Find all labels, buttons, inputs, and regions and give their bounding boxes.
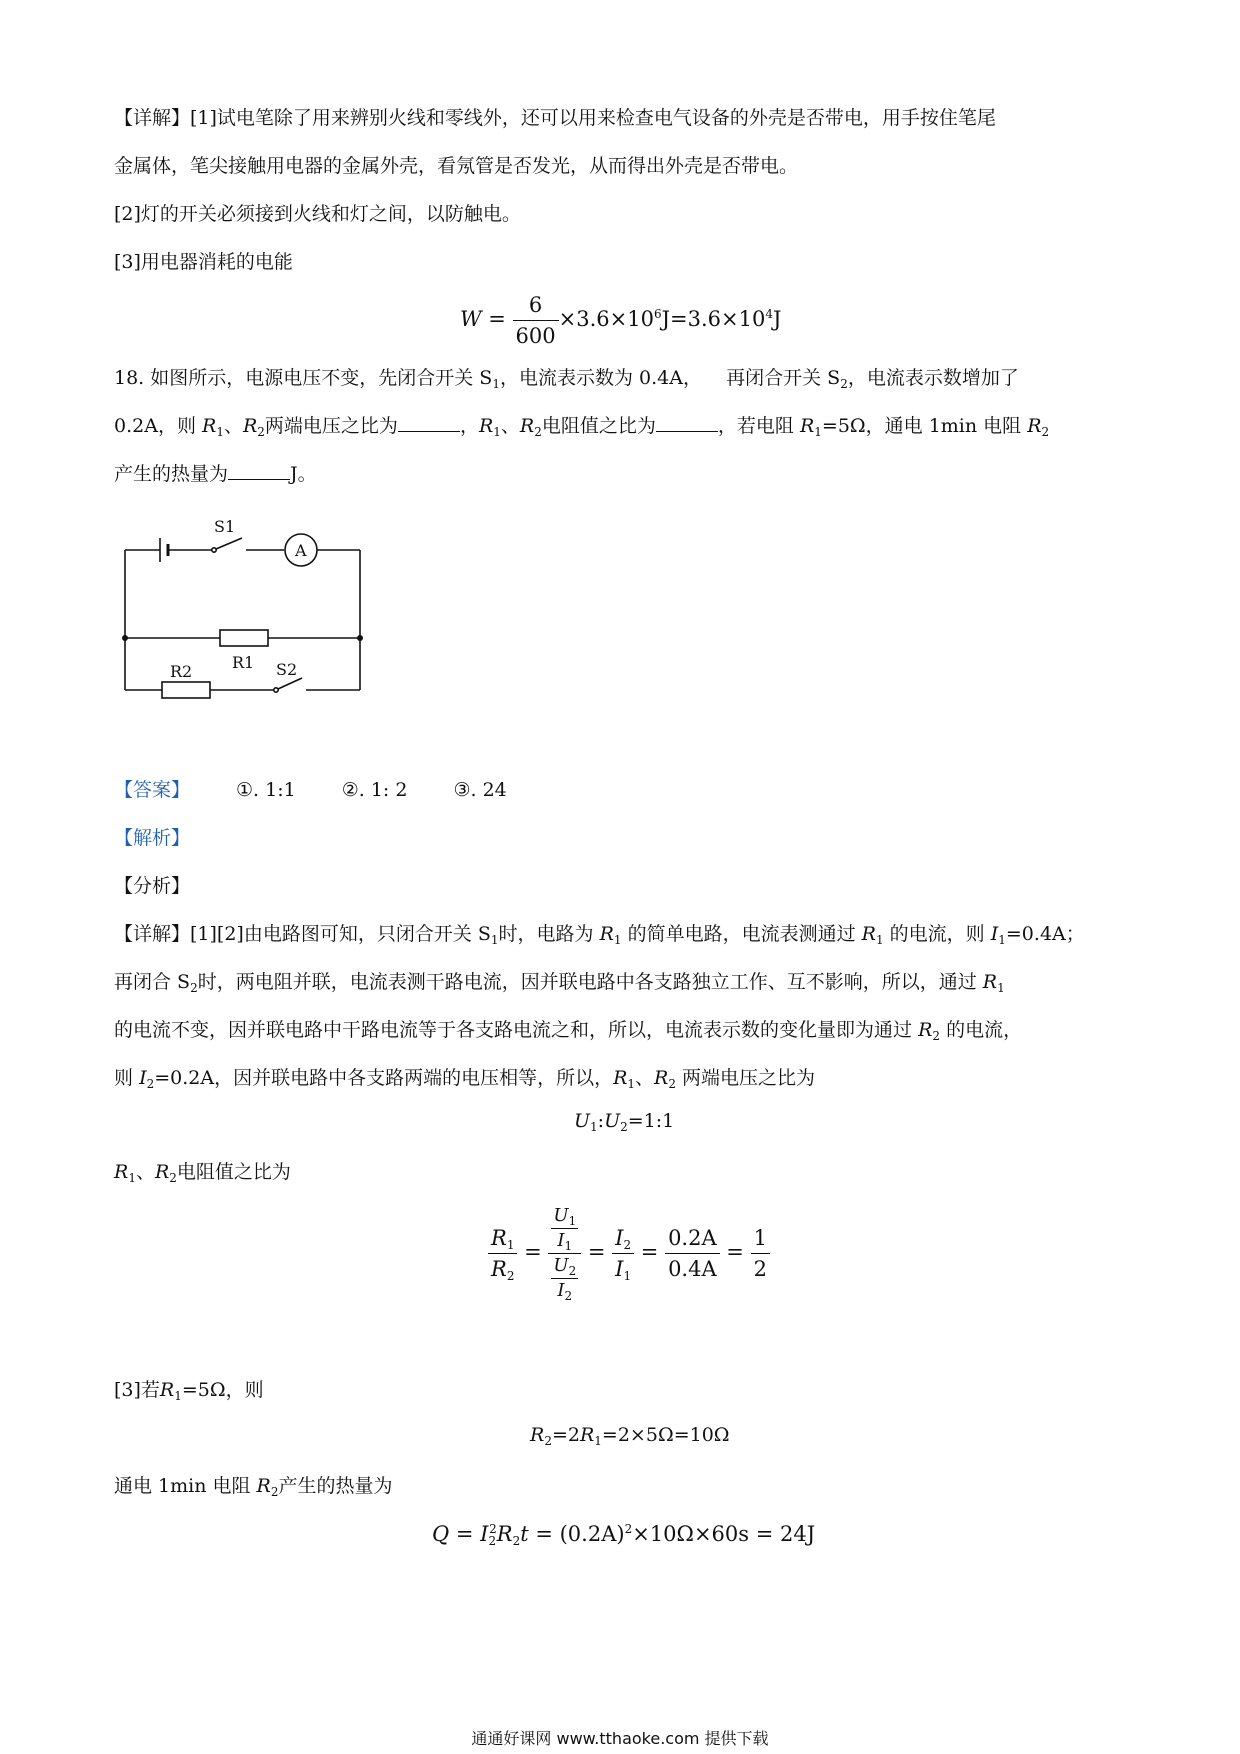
current-ratio-numerator: 0.2A	[665, 1223, 720, 1254]
s2-blade	[278, 678, 302, 689]
voltage-ratio-value: =1:1	[627, 1110, 675, 1132]
s2-label: S2	[276, 660, 298, 679]
q18-text-2c: 电阻值之比为	[541, 415, 656, 437]
s1-pivot	[212, 548, 216, 552]
q18-text-1d: ，电流表示数增加了	[847, 367, 1019, 389]
prev-detail-line-1	[114, 104, 996, 132]
junction-left	[122, 635, 128, 641]
ammeter-label: A	[295, 541, 307, 560]
voltage-ratio-equation: $U_1:U_2=1:1$	[574, 1110, 675, 1134]
detail-label: 【详解】	[114, 107, 191, 129]
result-ratio-numerator: 1	[751, 1223, 770, 1254]
q18-text-1: 如图所示，电源电压不变，先闭合开关 S	[150, 367, 493, 389]
q18-line-1: 18. 如图所示，电源电压不变，先闭合开关 $S_1$，电流表示数为 0.4A， 再闭合开关 $S_2$，电流表示数增加了	[114, 367, 1019, 391]
r2-label: R2	[170, 662, 193, 681]
energy-equation: W = $\frac{6}{600}$ $\times 3.6\times 10^6J=3.6\times 10^4J$	[460, 290, 781, 351]
r1-label: R1	[232, 653, 255, 672]
detail-text-7b: 产生的热量为	[278, 1475, 393, 1497]
answer-line	[114, 776, 507, 804]
prev-detail-line-3: [2]灯的开关必须接到火线和灯之间，以防触电。	[114, 203, 521, 225]
detail-text-6b: =5Ω，则	[181, 1379, 264, 1401]
detail-line-3: 的电流不变，因并联电路中干路电流等于各支路电流之和，所以，电流表示数的变化量即为通过 $R_2$ 的电流，	[114, 1019, 1023, 1043]
page-footer: 通通好课网 www.tthaoke.com 提供下载	[471, 1729, 769, 1748]
detail-line-7: 通电 1min 电阻 $R_2$产生的热量为	[114, 1475, 393, 1499]
detail-line-5: $R_1$、$R_2$电阻值之比为	[114, 1161, 291, 1185]
detail-text-1c: 的简单电路，电流表测通过	[627, 923, 856, 945]
analysis-label: 【解析】	[114, 827, 191, 849]
detail-text-3b: 的电流，	[946, 1019, 1023, 1041]
fenxi-label: 【分析】	[114, 875, 191, 897]
current-ratio-denominator: 0.4A	[668, 1257, 717, 1281]
detail-text-2a: 再闭合 S	[114, 971, 191, 993]
detail-text-1d: 的电流，则	[889, 923, 985, 945]
q18-text-2a: 0.2A，则	[114, 415, 196, 437]
question-number: 18.	[114, 367, 145, 389]
resistance-ratio-equation: $\frac{R_1}{R_2}$ = $\frac{\frac{U_1}{I_1}}{\frac{U_2}{I_2}}$ = $\frac{I_2}{I_1}$ = $\frac{0.2A}{0.4A}$ = $\frac{1}{2}$	[488, 1204, 770, 1303]
q18-text-2d: ，若电阻	[717, 415, 794, 437]
detail-label-2: 【详解】	[114, 923, 191, 945]
detail-line-1: 【详解】[1][2]由电路图可知，只闭合开关 $S_1$时，电路为 $R_1$ 的简单电路，电流表测通过 $R_1$ 的电流，则 $I_1=0.4A$；	[114, 923, 1085, 947]
detail-text-1e: =0.4A；	[1005, 923, 1085, 945]
result-ratio-denominator: 2	[753, 1257, 767, 1281]
blank-1	[398, 413, 460, 432]
energy-denominator: 600	[515, 324, 556, 348]
detail-text-2b: 时，两电阻并联，电流表测干路电流，因并联电路中各支路独立工作、互不影响，所以，通过	[197, 971, 977, 993]
heat-mid: = (0.2A)	[535, 1522, 625, 1546]
detail-text-4a: 则	[114, 1067, 134, 1089]
answer-3: ③. 24	[453, 779, 507, 801]
r2-value: =2×5Ω=10Ω	[601, 1424, 730, 1446]
answer-label: 【答案】	[114, 779, 191, 801]
detail-text-5: 电阻值之比为	[176, 1161, 291, 1183]
q18-line-2: 0.2A，则 $R_1$、$R_2$两端电压之比为 ，$R_1$、$R_2$电阻值之比为 ，若电阻 $R_1=5\Omega$，通电 1min 电阻 $R_2$	[114, 415, 1050, 439]
detail-text-6a: [3]若	[114, 1379, 160, 1401]
detail-text-3a: 的电流不变，因并联电路中干路电流等于各支路电流之和，所以，电流表示数的变化量即为通过	[114, 1019, 913, 1041]
r1-resistor	[220, 630, 268, 646]
q18-text-2b: 两端电压之比为	[264, 415, 398, 437]
q18-text-2e: =5Ω，通电 1min 电阻	[821, 415, 1022, 437]
answer-2: ②. 1: 2	[341, 779, 408, 801]
s2-pivot	[274, 688, 278, 692]
junction-right	[357, 635, 363, 641]
r2-value-equation: $R_2=2R_1=2\times 5\Omega=10\Omega$	[530, 1424, 730, 1448]
detail-text-4b: =0.2A，因并联电路中各支路两端的电压相等，所以，	[154, 1067, 614, 1089]
detail-text-7a: 通电 1min 电阻	[114, 1475, 251, 1497]
q18-text-3a: 产生的热量为	[114, 463, 229, 485]
detail-line-4: 则 $I_2=0.2A$，因并联电路中各支路两端的电压相等，所以，$R_1$、$R_2$ 两端电压之比为	[114, 1067, 816, 1091]
heat-equation: $Q = I_2^2R_2t = (0.2A)^2\times 10\Omega\times 60s = 24J$	[432, 1522, 816, 1548]
prev-detail-line-2: 金属体，笔尖接触用电器的金属外壳，看氖管是否发光，从而得出外壳是否带电。	[114, 155, 799, 177]
prev-detail-line-4: [3]用电器消耗的电能	[114, 251, 293, 273]
detail-text-1a: [1][2]由电路图可知，只闭合开关 S	[190, 923, 491, 945]
prev-text-1: [1]试电笔除了用来辨别火线和零线外，还可以用来检查电气设备的外壳是否带电，用手按住笔尾	[190, 107, 996, 129]
detail-text-4c: 两端电压之比为	[682, 1067, 816, 1089]
s1-label: S1	[214, 517, 236, 536]
r2-resistor	[162, 682, 210, 698]
q18-text-1b: ，电流表示数为 0.4A，	[499, 367, 702, 389]
circuit-diagram	[110, 510, 380, 720]
detail-line-6: [3]若$R_1=5\Omega$，则	[114, 1379, 264, 1403]
q18-text-3b: J。	[290, 463, 317, 485]
answer-1: ①. 1:1	[236, 779, 296, 801]
s1-blade	[216, 538, 242, 549]
blank-2	[656, 413, 718, 432]
energy-numerator: 6	[513, 290, 559, 321]
q18-line-3	[114, 460, 317, 488]
energy-fraction	[513, 290, 559, 351]
heat-result: ×10Ω×60s = 24J	[632, 1522, 816, 1546]
detail-text-1b: 时，电路为	[498, 923, 594, 945]
blank-3	[228, 461, 290, 480]
q18-text-1c: 再闭合开关 S	[726, 367, 841, 389]
detail-line-2: 再闭合 $S_2$时，两电阻并联，电流表测干路电流，因并联电路中各支路独立工作、互不影响，所以，通过 $R_1$	[114, 971, 1005, 995]
